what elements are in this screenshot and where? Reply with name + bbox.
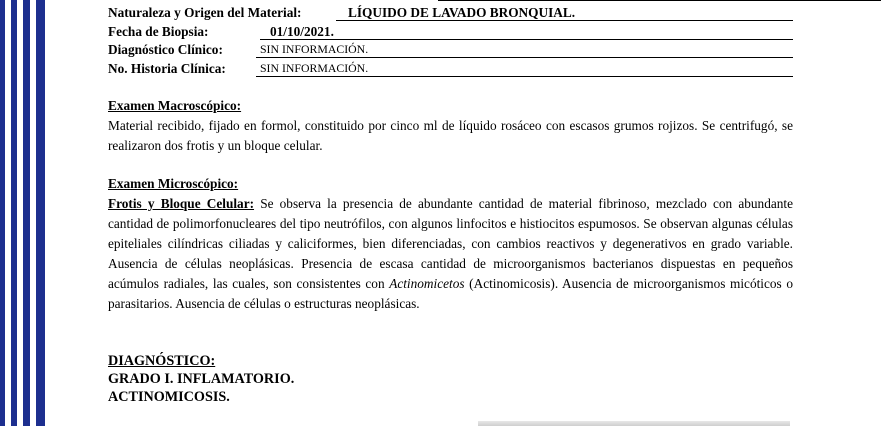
field-underline <box>260 39 793 40</box>
organism-name: Actinomicetos <box>389 276 465 291</box>
diagnosis-section <box>108 352 294 406</box>
field-value: LÍQUIDO DE LAVADO BRONQUIAL. <box>348 5 576 20</box>
margin-stripe <box>11 0 17 426</box>
microscopic-text-part: (Actinomicosis). Ausencia de microorganismos micóticos o parasitarios. Ausencia de células o estructuras neoplásicas. <box>108 276 793 311</box>
field-label: Fecha de Biopsia: <box>108 24 209 39</box>
field-underline <box>336 20 793 21</box>
diagnosis-line: GRADO I. INFLAMATORIO. <box>108 371 295 387</box>
macroscopic-section <box>108 96 793 156</box>
left-margin-decoration <box>0 0 52 426</box>
diagnosis-line: ACTINOMICOSIS. <box>108 389 230 405</box>
field-underline <box>256 76 793 77</box>
macroscopic-text: Material recibido, fijado en formol, constituido por cinco ml de líquido rosáceo con escasos grumos rojizos. Se centrifugó, se realizaron dos frotis y un bloque celular. <box>108 118 793 153</box>
microscopic-subheading: Frotis y Bloque Celular: <box>108 196 255 211</box>
page-bottom-edge <box>478 421 790 426</box>
field-label: No. Historia Clínica: <box>108 61 226 76</box>
diagnosis-heading: DIAGNÓSTICO: <box>108 353 216 369</box>
margin-stripe <box>23 0 30 426</box>
top-rule <box>438 0 881 1</box>
microscopic-text-part: Se observa la presencia de abundante cantidad de material fibrinoso, mezclado con abundante cantidad de polimorfonucleares del tipo neutrófilos, con algunos linfocitos e histiocitos espumosos. Se observan algunas células epiteliales cilíndricas ciliadas y caliciformes, bien diferenciadas, con cambios reactivos y degenerativos en grado variable. Ausencia de células neoplásicas. Presencia de escasa cantidad de microorganismos bacterianos dispuestas en pequeños acúmulos radiales, las cuales, son consistentes con <box>108 196 793 291</box>
field-value: SIN INFORMACIÓN. <box>260 42 369 56</box>
microscopic-text <box>108 194 793 314</box>
field-label: Naturaleza y Origen del Material: <box>108 5 302 20</box>
field-value: 01/10/2021. <box>270 24 334 39</box>
field-label: Diagnóstico Clínico: <box>108 42 223 57</box>
field-value: SIN INFORMACIÓN. <box>260 61 369 75</box>
margin-stripe <box>36 0 45 426</box>
microscopic-section <box>108 174 793 314</box>
margin-stripe <box>0 0 5 426</box>
microscopic-heading: Examen Microscópico: <box>108 176 239 191</box>
macroscopic-heading: Examen Macroscópico: <box>108 98 242 113</box>
field-underline <box>256 57 793 58</box>
